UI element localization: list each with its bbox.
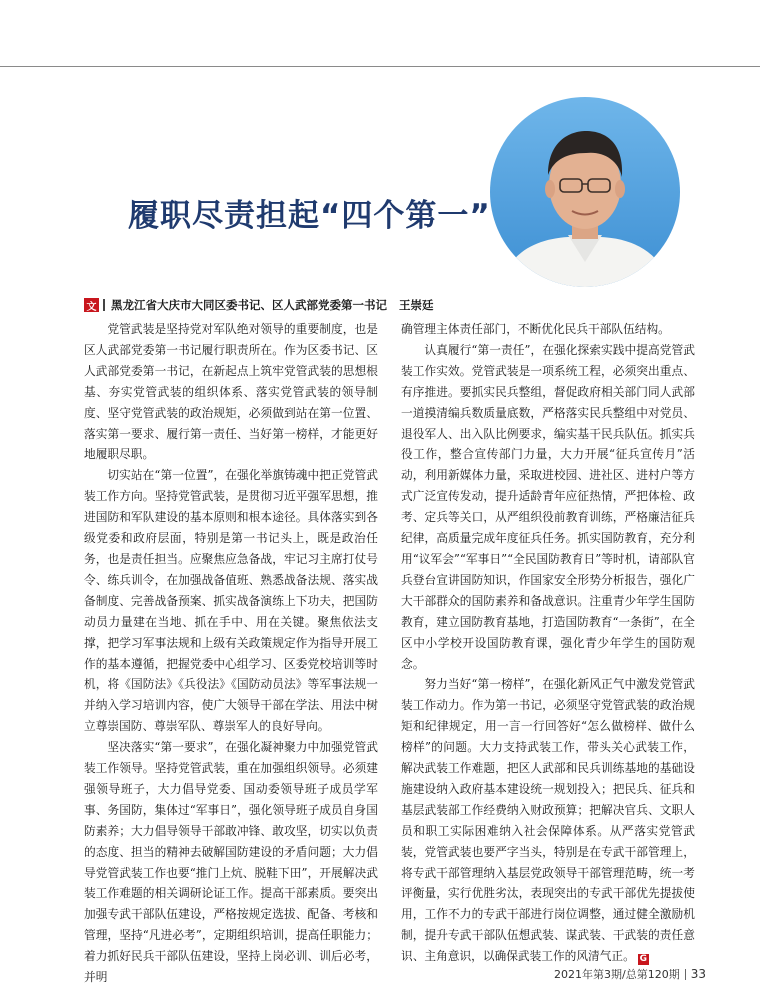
header-rule [0, 66, 760, 67]
paragraph-continued: 确管理主体责任部门，不断优化民兵干部队伍结构。 [401, 322, 670, 336]
author-name: 王崇廷 [399, 298, 434, 312]
issue-label: 2021年第3期/总第120期 [554, 968, 680, 981]
article-headline: 履职尽责担起“四个第一” [128, 198, 491, 234]
paragraph-final [401, 674, 695, 967]
author-portrait [490, 97, 680, 287]
paragraph: 坚决落实“第一要求”，在强化凝神聚力中加强党管武装工作领导。坚持党管武装，重在加强组织领导。必须建强领导班子，大力倡导党委、国动委领导班子成员学军事、务国防，集体过“军事日”，强化领导班子成员自身国防素养；大力倡导领导干部敢冲锋、敢攻坚，切实以负责的态度、担当的精神去破解国防建设的矛盾问题；大力倡导党管武装工作也要“推门上炕、脱鞋下田”，开展解决武装工作难题的相关调研论证工作。提高干部素质。要突出加强专武干部队伍建设，严格按规定选拔、配备、考核和管理，坚持“凡进必考”，定期组织培训，提高任职能力；着力抓好民兵干部队伍建设，坚持上岗必训、训后必考，并明 [84, 740, 378, 985]
page-number: 33 [690, 967, 706, 981]
text-author-mark: 文 [84, 298, 99, 312]
byline-divider [103, 299, 105, 311]
right-column [401, 319, 695, 967]
page-footer [554, 966, 706, 982]
left-column [84, 319, 378, 988]
footer-divider [685, 969, 686, 980]
author-title: 黑龙江省大庆市大同区委书记、区人武部党委第一书记 [111, 298, 387, 312]
paragraph-text: 努力当好“第一榜样”，在强化新风正气中激发党管武装工作动力。作为第一书记，必须坚守党管武装的政治规矩和纪律规定，用一言一行回答好“怎么做榜样、做什么榜样”的问题。大力支持武装工作，带头关心武装工作，解决武装工作难题，把区人武部和民兵训练基地的基础设施建设纳入政府基本建设统一规划投入；把民兵、征兵和基层武装部工作经费纳入财政预算；把解决官兵、文职人员和职工实际困难纳入社会保障体系。从严落实党管武装，党管武装也要严字当头，特别是在专武干部管理上，将专武干部管理纳入基层党政领导干部管理范畴，统一考评衡量，实行优胜劣汰，表现突出的专武干部优先提拔使用，工作不力的专武干部进行岗位调整，通过健全激励机制，提升专武干部队伍想武装、谋武装、干武装的责任意识、主角意识，以确保武装工作的风清气正。 [401, 677, 695, 964]
byline [84, 296, 434, 314]
paragraph: 党管武装是坚持党对军队绝对领导的重要制度，也是区人武部党委第一书记履行职责所在。作为区委书记、区人武部党委第一书记，在新起点上筑牢党管武装的思想根基、夯实党管武装的组织体系、落实党管武装的领导制度、坚守党管武装的政治规矩，必须做到站在第一位置、落实第一要求、履行第一责任、当好第一榜样，才能更好地履职尽职。 [84, 322, 378, 462]
end-mark-icon: G [639, 954, 647, 965]
paragraph: 切实站在“第一位置”，在强化举旗铸魂中把正党管武装工作方向。坚持党管武装，是贯彻习近平强军思想，推进国防和军队建设的基本原则和根本途径。具体落实到各级党委和政府层面，特别是第一书记头上，既是政治任务，也是责任担当。应聚焦应急备战，牢记习主席打仗号令、练兵训令，在加强战备值班、熟悉战备法规、落实战备制度、完善战备预案、抓实战备演练上下功夫，把国防动员力量建在当地、抓在手中、用在关键。聚焦依法支撑，把学习军事法规和上级有关政策规定作为指导开展工作的基本遵循，把握党委中心组学习、区委党校培训等时机，将《国防法》《兵役法》《国防动员法》等军事法规一并纳入学习培训内容，使广大领导干部在学法、用法中树立尊崇国防、尊崇军队、尊崇军人的良好导向。 [84, 468, 378, 734]
paragraph: 认真履行“第一责任”，在强化探索实践中提高党管武装工作实效。党管武装是一项系统工程，必须突出重点、有序推进。要抓实民兵整组，督促政府相关部门同人武部一道摸清编兵数质量底数，严格落实民兵整组中对党员、退役军人、出入队比例要求，编实基干民兵队伍。抓实兵役工作，整合宣传部门力量，大力开展“征兵宣传月”活动，利用新媒体力量，采取进校园、进社区、进村户等方式广泛宣传发动，提升适龄青年应征热情，严把体检、政考、定兵等关口，从严组织役前教育训练，严格廉洁征兵纪律，高质量完成年度征兵任务。抓实国防教育，充分利用“议军会”“军事日”“全民国防教育日”等时机，请部队官兵登台宣讲国防知识，作国家安全形势分析报告，强化广大干部群众的国防素养和备战意识。注重青少年学生国防教育，建立国防教育基地，打造国防教育“一条街”，在全区中小学校开设国防教育课，强化青少年学生的国防观念。 [401, 342, 695, 671]
